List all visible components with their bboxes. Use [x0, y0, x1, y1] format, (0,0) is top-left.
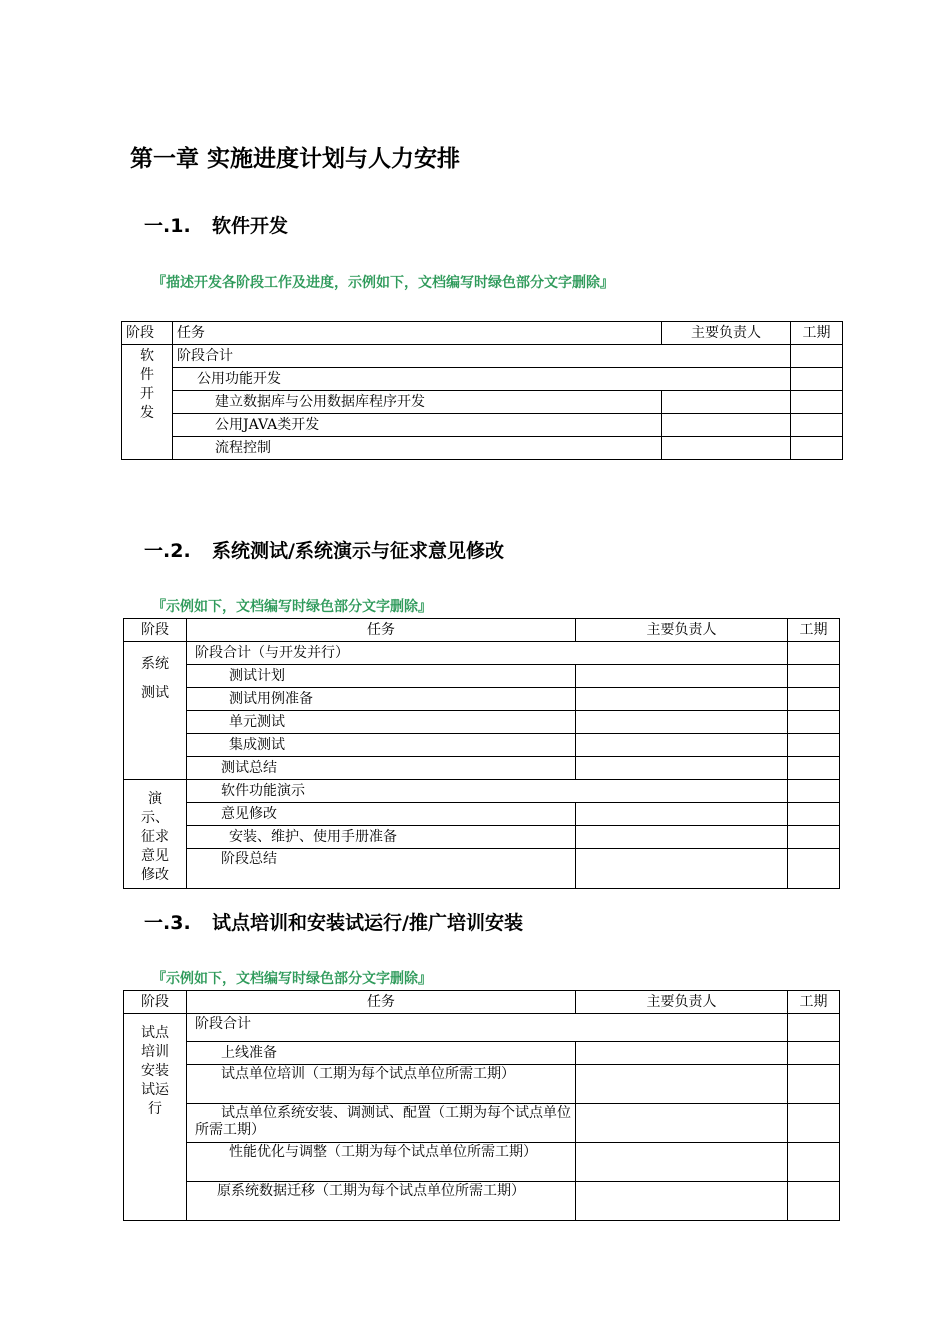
table-row	[124, 757, 840, 780]
table-row	[122, 345, 843, 368]
owner-cell[interactable]	[576, 734, 788, 757]
table-row	[122, 368, 843, 391]
table-row	[124, 734, 840, 757]
section-number: 一.1.	[144, 215, 191, 237]
table-row	[124, 1143, 840, 1182]
duration-cell[interactable]	[791, 345, 843, 368]
section-note: 『示例如下，文档编写时绿色部分文字删除』	[152, 971, 432, 987]
section-note: 『描述开发各阶段工作及进度，示例如下，文档编写时绿色部分文字删除』	[152, 275, 614, 291]
table-row	[124, 1065, 840, 1104]
task-cell: 意见修改	[187, 803, 576, 826]
task-cell: 上线准备	[187, 1042, 576, 1065]
task-cell: 测试计划	[187, 665, 576, 688]
owner-cell[interactable]	[576, 803, 788, 826]
task-cell: 试点单位系统安装、调测试、配置（工期为每个试点单位所需工期）	[187, 1104, 576, 1143]
header-duration: 工期	[788, 991, 840, 1014]
section-note: 『示例如下，文档编写时绿色部分文字删除』	[152, 599, 432, 615]
task-cell: 公用JAVA类开发	[173, 414, 662, 437]
chapter-title: 第一章 实施进度计划与人力安排	[130, 146, 461, 172]
task-cell: 阶段合计	[187, 1014, 788, 1042]
table-row	[122, 414, 843, 437]
section-title: 试点培训和安装试运行/推广培训安装	[212, 912, 523, 934]
duration-cell[interactable]	[788, 711, 840, 734]
header-task: 任务	[187, 619, 576, 642]
table-row	[124, 1014, 840, 1042]
task-cell: 原系统数据迁移（工期为每个试点单位所需工期）	[187, 1182, 576, 1221]
section-heading-1	[144, 212, 288, 240]
header-owner: 主要负责人	[662, 322, 791, 345]
duration-cell[interactable]	[788, 1143, 840, 1182]
header-stage: 阶段	[124, 991, 187, 1014]
task-cell: 阶段合计（与开发并行）	[187, 642, 788, 665]
task-cell: 测试用例准备	[187, 688, 576, 711]
duration-cell[interactable]	[791, 414, 843, 437]
schedule-table-2	[123, 618, 840, 889]
header-duration: 工期	[788, 619, 840, 642]
table-row	[122, 437, 843, 460]
duration-cell[interactable]	[788, 734, 840, 757]
table-row	[124, 711, 840, 734]
task-cell: 单元测试	[187, 711, 576, 734]
table-row	[124, 642, 840, 665]
table-header-row	[122, 322, 843, 345]
owner-cell[interactable]	[576, 1042, 788, 1065]
stage-cell: 试点培训安装试运行	[124, 1014, 187, 1221]
table-row	[124, 665, 840, 688]
header-stage: 阶段	[122, 322, 173, 345]
duration-cell[interactable]	[788, 1182, 840, 1221]
duration-cell[interactable]	[788, 665, 840, 688]
schedule-table-1	[121, 321, 843, 460]
section-number: 一.3.	[144, 912, 191, 934]
task-cell: 软件功能演示	[187, 780, 788, 803]
task-cell: 集成测试	[187, 734, 576, 757]
table-row	[124, 1104, 840, 1143]
table-row	[124, 849, 840, 889]
schedule-table-3	[123, 990, 840, 1221]
duration-cell[interactable]	[791, 437, 843, 460]
task-cell: 阶段总结	[187, 849, 576, 889]
table-row	[124, 688, 840, 711]
task-cell: 阶段合计	[173, 345, 791, 368]
stage-cell: 软件开发	[122, 345, 173, 460]
table-header-row	[124, 991, 840, 1014]
table-header-row	[124, 619, 840, 642]
header-owner: 主要负责人	[576, 619, 788, 642]
owner-cell[interactable]	[576, 757, 788, 780]
owner-cell[interactable]	[576, 1182, 788, 1221]
task-cell: 流程控制	[173, 437, 662, 460]
section-title: 软件开发	[212, 215, 289, 237]
duration-cell[interactable]	[788, 849, 840, 889]
task-cell: 安装、维护、使用手册准备	[187, 826, 576, 849]
task-cell: 建立数据库与公用数据库程序开发	[173, 391, 662, 414]
owner-cell[interactable]	[662, 414, 791, 437]
task-cell: 测试总结	[187, 757, 576, 780]
table-row	[124, 780, 840, 803]
duration-cell[interactable]	[788, 757, 840, 780]
duration-cell[interactable]	[788, 1014, 840, 1042]
section-heading-3	[144, 909, 523, 937]
owner-cell[interactable]	[576, 711, 788, 734]
header-task: 任务	[187, 991, 576, 1014]
header-duration: 工期	[791, 322, 843, 345]
duration-cell[interactable]	[788, 642, 840, 665]
owner-cell[interactable]	[662, 391, 791, 414]
task-cell: 公用功能开发	[173, 368, 791, 391]
duration-cell[interactable]	[788, 688, 840, 711]
owner-cell[interactable]	[662, 437, 791, 460]
table-row	[124, 826, 840, 849]
header-stage: 阶段	[124, 619, 187, 642]
stage-cell: 演示、征求意见修改	[124, 780, 187, 889]
owner-cell[interactable]	[576, 688, 788, 711]
section-title: 系统测试/系统演示与征求意见修改	[212, 540, 504, 562]
duration-cell[interactable]	[788, 1104, 840, 1143]
owner-cell[interactable]	[576, 1143, 788, 1182]
duration-cell[interactable]	[791, 391, 843, 414]
section-heading-2	[144, 537, 504, 565]
task-cell: 性能优化与调整（工期为每个试点单位所需工期）	[187, 1143, 576, 1182]
duration-cell[interactable]	[788, 1065, 840, 1104]
section-number: 一.2.	[144, 540, 191, 562]
duration-cell[interactable]	[788, 780, 840, 803]
table-row	[124, 803, 840, 826]
stage-cell: 系统测试	[124, 642, 187, 780]
table-row	[124, 1182, 840, 1221]
owner-cell[interactable]	[576, 849, 788, 889]
task-cell: 试点单位培训（工期为每个试点单位所需工期）	[187, 1065, 576, 1104]
header-owner: 主要负责人	[576, 991, 788, 1014]
owner-cell[interactable]	[576, 1065, 788, 1104]
owner-cell[interactable]	[576, 1104, 788, 1143]
owner-cell[interactable]	[576, 665, 788, 688]
duration-cell[interactable]	[788, 826, 840, 849]
header-task: 任务	[173, 322, 662, 345]
duration-cell[interactable]	[788, 1042, 840, 1065]
owner-cell[interactable]	[576, 826, 788, 849]
duration-cell[interactable]	[788, 803, 840, 826]
table-row	[124, 1042, 840, 1065]
table-row	[122, 391, 843, 414]
duration-cell[interactable]	[791, 368, 843, 391]
